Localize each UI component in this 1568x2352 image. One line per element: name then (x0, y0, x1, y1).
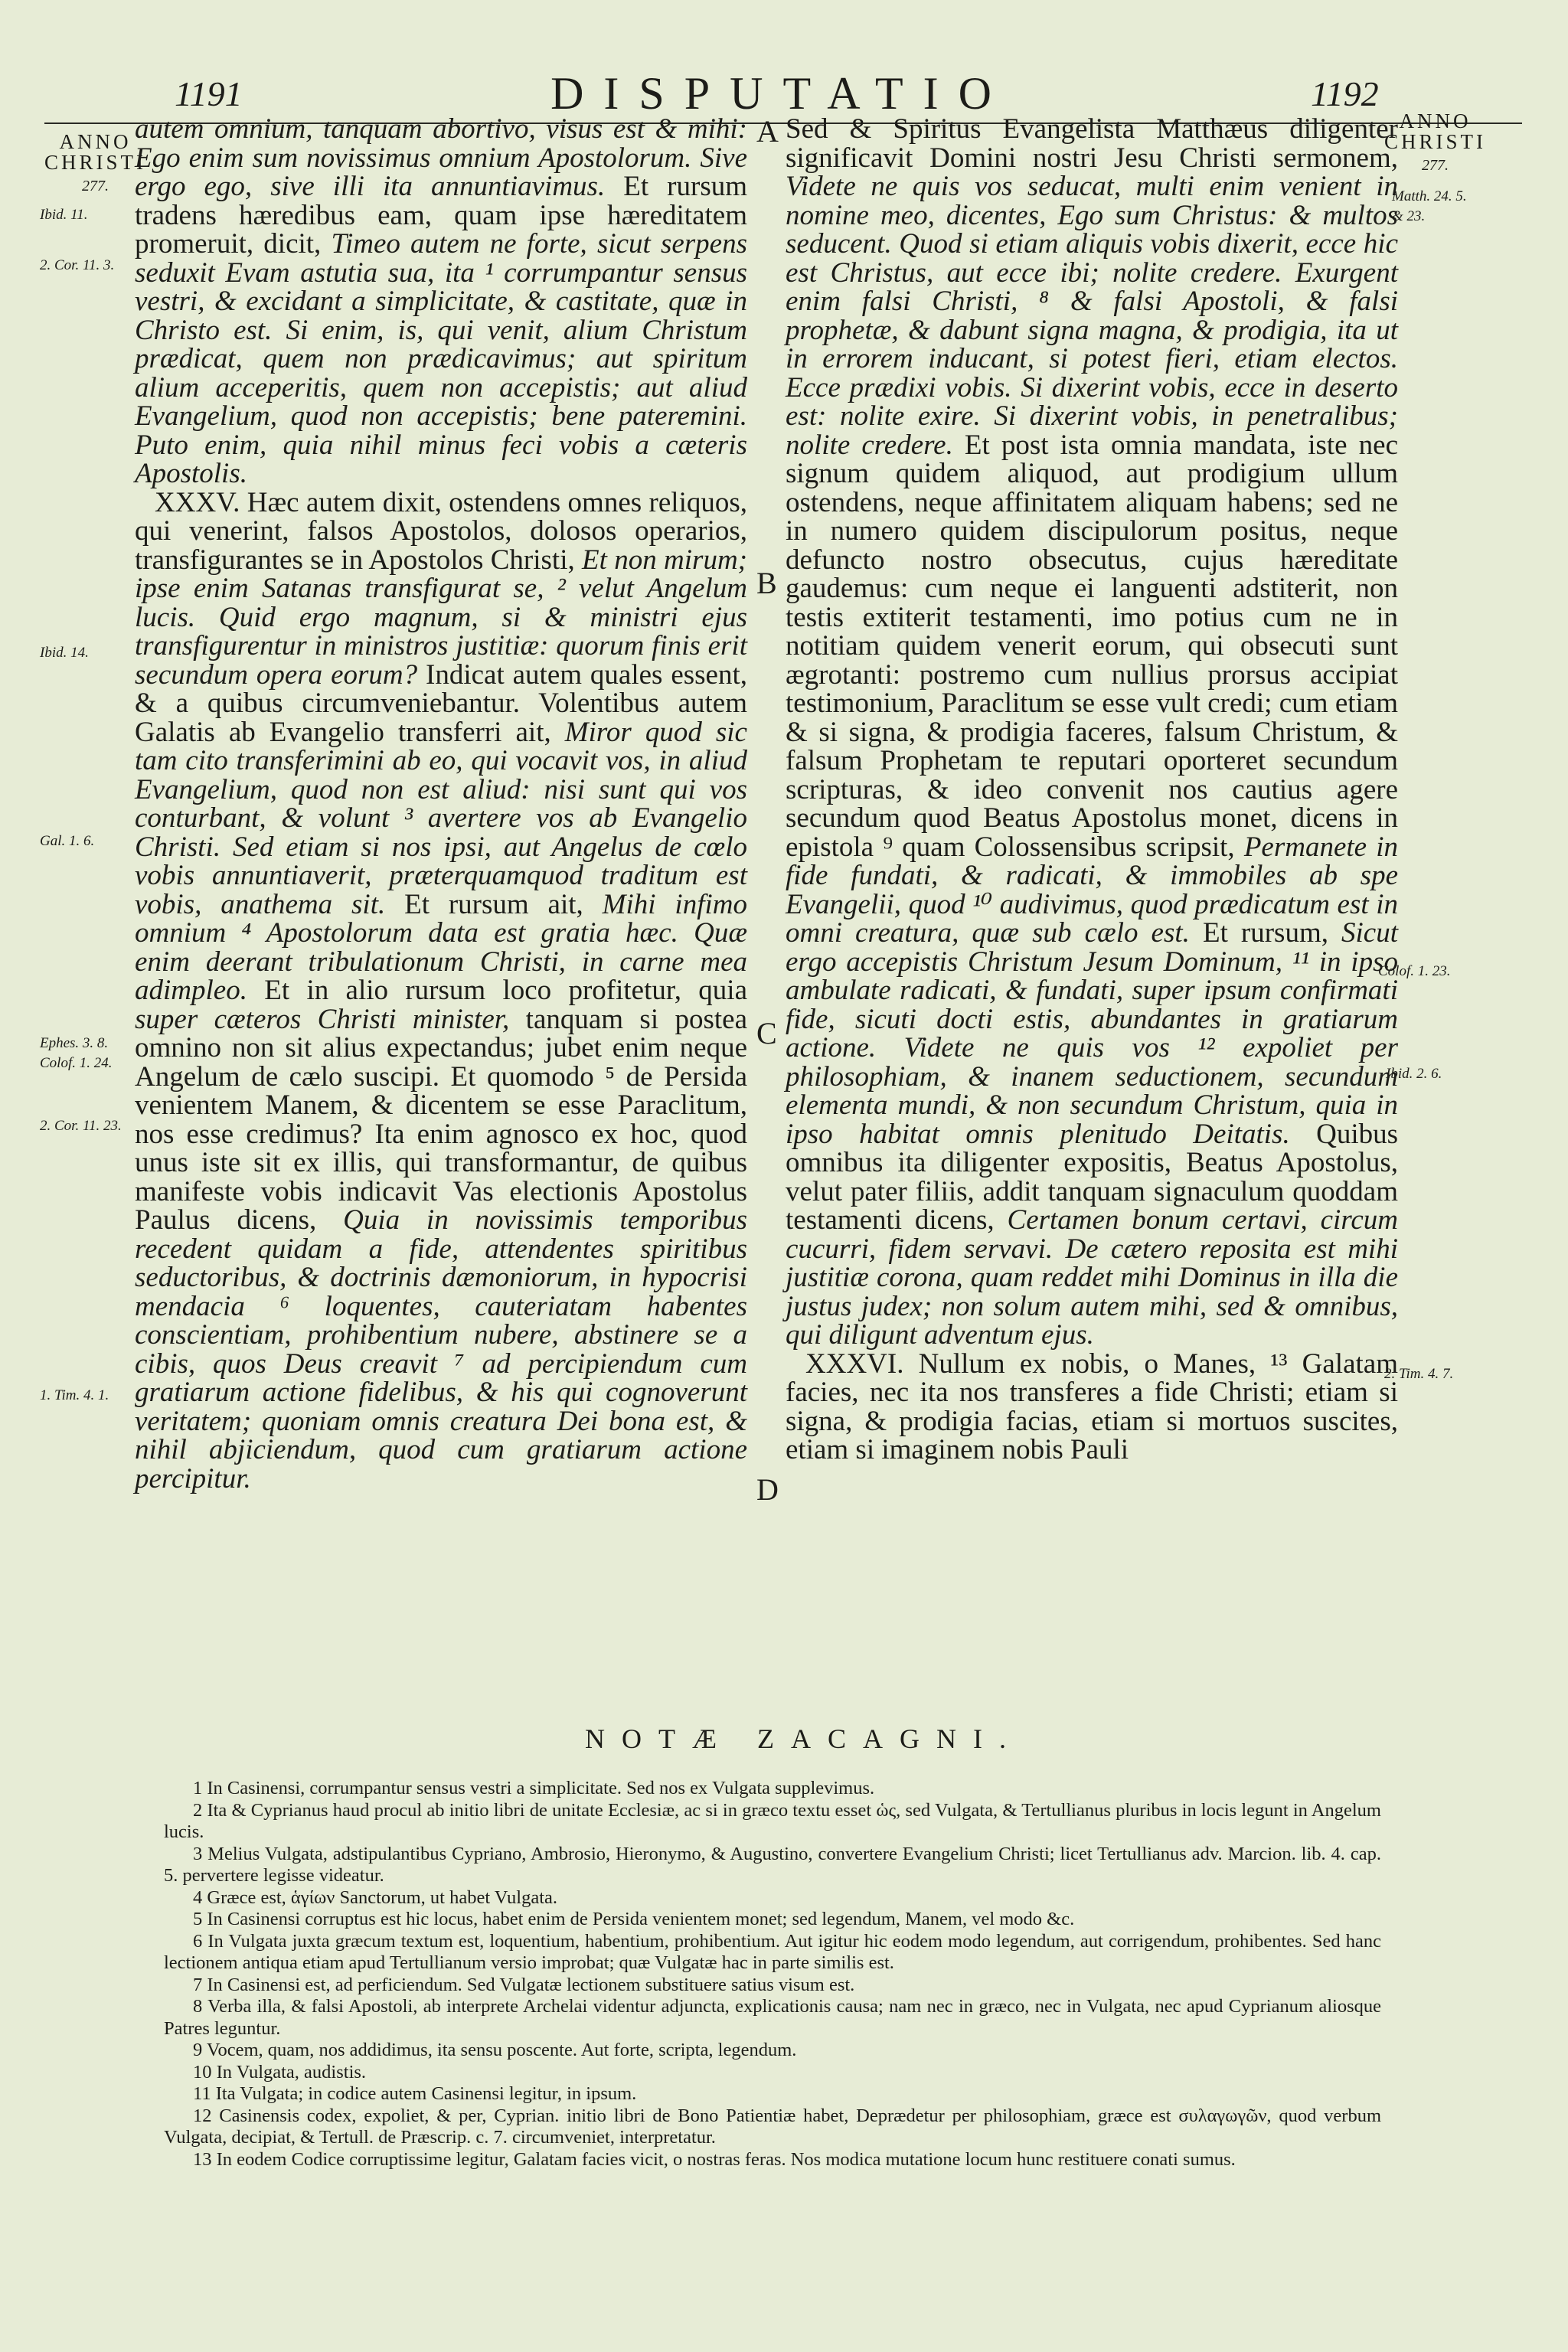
left-page-number: 1191 (175, 74, 243, 113)
text-run: Miror quod sic tam cito transferimini ab eo, qui vocavit vos, in aliud Evangelium, quod non est aliud: nisi sunt qui vos conturbant, & volunt ³ avertere vos ab Evangelio Christi. Sed etiam si nos ipsi, aut Angelus de cœlo vobis annuntiaverit, præterquamquod traditum est vobis, anathema sit. (135, 716, 747, 920)
footnote: 13 In eodem Codice corruptissime legitur, Galatam facies vicit, o nostras feras. Nos modica mutatione locum hunc restituere conati sumus. (193, 2148, 1236, 2170)
text-run: Quia in novissimis temporibus recedent quidam a fide, attendentes spiritibus seductoribus, & doctrinis dæmoniorum, in hypocrisi mendacia ⁶ loquentes, cauteriatam habentes conscientiam, prohibentium nubere, abstinere se a cibis, quos Deus creavit ⁷ ad percipiendum cum gratiarum actione fidelibus, & his qui cognoverunt veritatem; quoniam omnis creatura Dei bona est, & nihil abjiciendum, quod cum gratiarum actione percipitur. (135, 1204, 747, 1494)
text-run: XXXV. Hæc autem dixit, ostendens omnes reliquos, qui venerint, falsos Apostolos, dolosos operarios, transfigurantes se in Apostolos Christi, (135, 486, 747, 576)
notes-title: NOTÆ ZACAGNI. (585, 1723, 1023, 1754)
text-run: Certamen bonum certavi, circum cucurri, fidem servavi. De cætero reposita est mihi justitiæ corona, quam reddet mihi Dominus in illa die justus judex; non solum autem mihi, sed & omnibus, qui diligunt adventum ejus. (786, 1204, 1398, 1351)
anno-label: ANNO (1399, 109, 1472, 132)
footnote: 1 In Casinensi, corrumpantur sensus vestri a simplicitate. Sed nos ex Vulgata supplevimus. (193, 1778, 875, 1798)
text-run: Et post ista omnia mandata, iste nec signum quidem aliquod, aut prodigium ullum ostendens, neque affinitatem aliquam habens; sed ne in numero quidem discipulorum positus, neque defuncto nostro obsecutus, cujus hæreditate gaudemus: cum neque ei languenti adstiterit, non testis extiterit testamenti, imo potius cum ne in notitiam quidem venerit eorum, qui obsecuti sunt ægrotanti: postremo cum nullius prorsus accipiat testimonium, Paraclitum se esse vult credi; cum etiam & si signa, & prodigia faceres, falsum Christum, & falsum Prophetam te reputari oporteret secundum scripturas, & ideo convenit nos cautius agere secundum quod Beatus Apostolus monet, dicens in epistola ⁹ quam Colossensibus scripsit, (786, 429, 1398, 863)
left-margin-heading (44, 132, 146, 197)
anno-label: ANNO (59, 130, 132, 153)
text-run: super cæteros Christi minister, (135, 1003, 510, 1035)
margin-reference: 2. Tim. 4. 7. (1384, 1366, 1454, 1382)
margin-reference: 2. Cor. 11. 3. (40, 257, 115, 273)
text-run: Sed & Spiritus Evangelista Matthæus diligenter significavit Domini nostri Jesu Christi sermonem, (786, 113, 1398, 174)
section-letter: B (756, 566, 777, 600)
year-label: 277. (82, 178, 109, 194)
margin-reference: 1. Tim. 4. 1. (40, 1387, 109, 1403)
text-run: Et rursum tradens hæredibus eam, quam ipse hæreditatem promeruit, dicit, (135, 171, 747, 260)
footnote: 3 Melius Vulgata, adstipulantibus Cypriano, Ambrosio, Hieronymo, & Augustino, convertere Evangelium Christi; licet Tertullianus adv. Marcion. lib. 4. cap. 5. pervertere legisse videatur. (164, 1843, 1381, 1886)
text-run: Et in alio rursum loco profitetur, quia (247, 975, 747, 1006)
text-run: Quibus omnibus ita diligenter expositis, Beatus Apostolus, velut pater filiis, addit tanquam signaculum quoddam testamenti dicens, (786, 1118, 1399, 1236)
section-letter: D (756, 1472, 779, 1507)
footnote: 4 Græce est, ἁγίων Sanctorum, ut habet Vulgata. (193, 1886, 558, 1908)
margin-reference: Matth. 24. 5. (1392, 188, 1467, 204)
footnote: 9 Vocem, quam, nos addidimus, ita sensu poscente. Aut forte, scripta, legendum. (193, 2040, 797, 2060)
running-title: DISPUTATIO (550, 68, 1011, 119)
year-label: 277. (1422, 157, 1449, 174)
right-text-column (786, 115, 1398, 1465)
footnote: 5 In Casinensi corruptus est hic locus, habet enim de Persida venientem monet; sed legendum, Manem, vel modo &c. (193, 1909, 1075, 1929)
margin-reference: 2. Cor. 11. 23. (40, 1118, 122, 1134)
right-page-number: 1192 (1311, 74, 1379, 113)
margin-reference: Colof. 1. 23. (1378, 963, 1451, 979)
margin-reference: Ephes. 3. 8. (40, 1035, 109, 1051)
right-margin-heading (1384, 111, 1486, 176)
text-run: Permanete in fide fundati, & radicati, & immobiles ab spe Evangelii, quod ¹⁰ audivimus, quod prædicatum est in omni creatura, quæ sub cælo est. (786, 831, 1399, 949)
section-letter: C (756, 1016, 777, 1050)
margin-reference: Ibid. 14. (40, 645, 89, 661)
footnotes (164, 1778, 1381, 2171)
text-run: Videte ne quis vos seducat, multi enim venient in nomine meo, dicentes, Ego sum Christus: & multos seducent. Quod si etiam aliquis vobis dixerit, ecce hic est Christus, aut ecce ibi; nolite credere. Exurgent enim falsi Christi, ⁸ & falsi Apostoli, & falsi prophetæ, & dabunt signa magna, & prodigia, ita ut in errorem inducant, si potest fieri, etiam electos. Ecce prædixi vobis. Si dixerint vobis, ecce in deserto est: nolite exire. Si dixerint vobis, in penetralibus; nolite credere. (786, 171, 1398, 461)
text-run: Mihi infimo omnium ⁴ Apostolorum data est gratia hæc. Quæ enim deerant tribulationum Christi, in carne mea adimpleo. (135, 888, 747, 1006)
christi-label: CHRISTI (44, 151, 147, 174)
christi-label: CHRISTI (1384, 130, 1487, 153)
footnote: 12 Casinensis codex, expoliet, & per, Cyprian. initio libri de Bono Patientiæ habet, Deprædetur per philosophiam, græce est συλαγωγῶν, quod verbum Vulgata, decipiat, & Tertull. de Præscrip. c. 7. circumveniet, interpretatur. (164, 2105, 1381, 2148)
text-run: Timeo autem ne forte, sicut serpens seduxit Evam astutia sua, ita ¹ corrumpantur sensus vestri, & excidant a simplicitate, & castitate, quæ in Christo est. Si enim, is, qui venit, alium Christum prædicat, quem non prædicavimus; aut spiritum alium acceperitis, quem non accepistis; aut aliud Evangelium, quod non accepistis; bene pateremini. Puto enim, quia nihil minus feci vobis a cæteris Apostolis. (135, 228, 748, 489)
text-run: tanquam si postea omnino non sit alius expectandus; jubet enim neque Angelum de cælo suscipi. Et quomodo ⁵ de Persida venientem Manem, & dicentem se esse Paraclitum, nos esse credimus? Ita enim agnosco ex hoc, quod unus iste sit ex illis, qui transformantur, de quibus manifeste vobis indicavit Vas electionis Apostolus Paulus dicens, (135, 1003, 747, 1236)
text-run: Et rursum ait, (385, 888, 603, 920)
text-run: Indicat autem quales essent, & a quibus circumveniebantur. Volentibus autem Galatis ab Evangelio transferri ait, (135, 658, 747, 748)
margin-reference: & 23. (1392, 208, 1426, 224)
text-run: Sicut ergo accepistis Christum Jesum Dominum, ¹¹ in ipso ambulate radicati, & fundati, super ipsum confirmati fide, sicuti docti estis, abundantes in gratiarum actione. Videte ne quis vos ¹² expoliet per philosophiam, & inanem seductionem, secundum elementa mundi, & non secundum Christum, quia in ipso habitat omnis plenitudo Deitatis. (786, 917, 1399, 1150)
footnote: 10 In Vulgata, audistis. (193, 2061, 367, 2082)
margin-reference: Ibid. 11. (40, 207, 88, 223)
margin-reference: Colof. 1. 24. (40, 1055, 113, 1071)
text-run: Et non mirum; ipse enim Satanas transfigurat se, ² velut Angelum lucis. Quid ergo magnum, si & ministri ejus transfigurentur in ministros justitiæ: quorum finis erit secundum opera eorum? (135, 544, 747, 691)
text-run: Et rursum, (1189, 917, 1342, 949)
footnote: 6 In Vulgata juxta græcum textum est, loquentium, habentium, prohibentium. Aut igitur hic eodem modo legendum, aut corrigendum, prohibentes. Sed hanc lectionem antiqua etiam apud Tertullianum versio improbat; quæ Vulgatæ hac in parte similis est. (164, 1930, 1381, 1973)
margin-reference: Ibid. 2. 6. (1386, 1066, 1442, 1082)
footnote: 11 Ita Vulgata; in codice autem Casinensi legitur, in ipsum. (193, 2083, 637, 2104)
footnote: 7 In Casinensi est, ad perficiendum. Sed Vulgatæ lectionem substituere satius visum est. (193, 1974, 855, 1995)
left-text-column (135, 115, 747, 1493)
section-letter: A (756, 114, 779, 149)
text-run: autem omnium, tanquam abortivo, visus est & mihi: Ego enim sum novissimus omnium Apostolorum. Sive ergo ego, sive illi ita annuntiavimus. (135, 113, 747, 202)
footnote: 2 Ita & Cyprianus haud procul ab initio libri de unitate Ecclesiæ, ac si in græco textu esset ὡς, sed Vulgata, & Tertullianus pluribus in locis legunt in Angelum lucis. (164, 1799, 1381, 1842)
margin-reference: Gal. 1. 6. (40, 833, 95, 849)
footnote: 8 Verba illa, & falsi Apostoli, ab interprete Archelai videntur adjuncta, explicationis causa; nam nec in græco, nec in Vulgata, nec apud Cyprianum aliosque Patres leguntur. (164, 1996, 1381, 2039)
text-run: XXXVI. Nullum ex nobis, o Manes, ¹³ Galatam facies, nec ita nos transferes a fide Christi; etiam si signa, & prodigia facias, etiam si mortuos suscites, etiam si imaginem nobis Pauli (786, 1348, 1398, 1465)
